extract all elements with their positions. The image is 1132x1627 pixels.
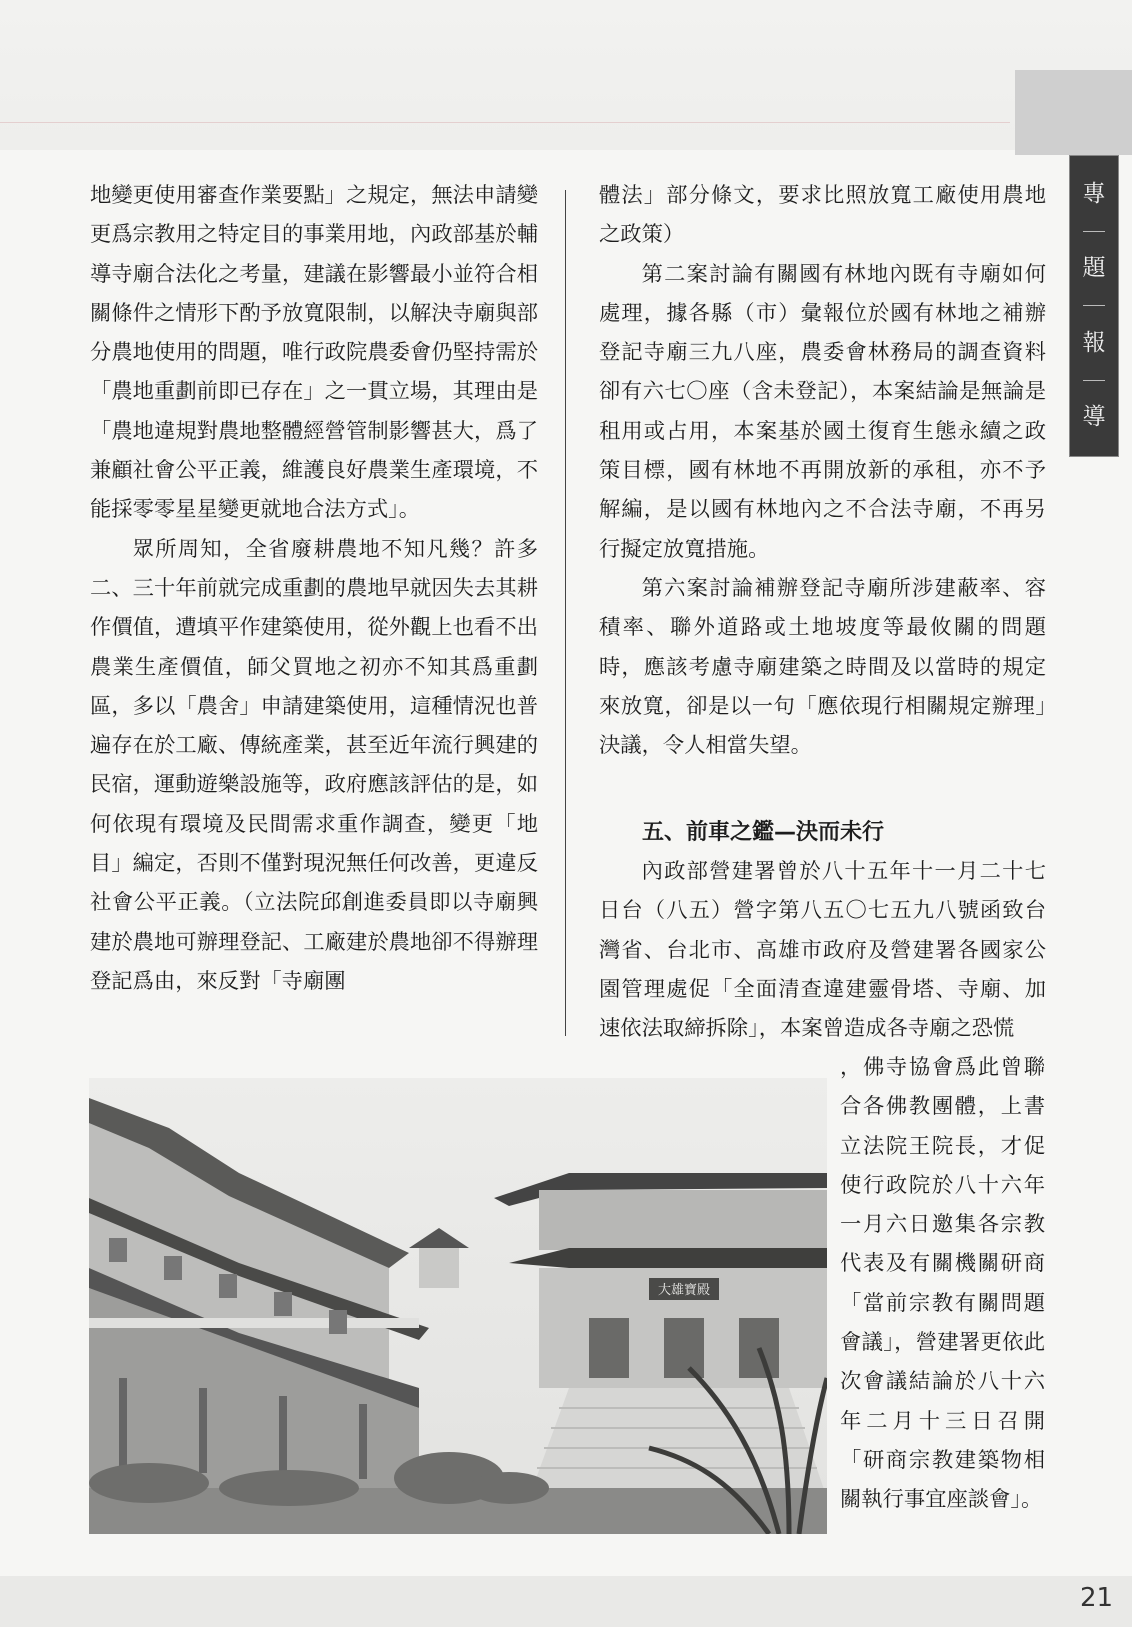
body-paragraph: 第二案討論有關國有林地內既有寺廟如何處理，據各縣（市）彙報位於國有林地之補辦登記寺廟三九八座，農委會林務局的調查資料卻有六七〇座（含未登記），本案結論是無論是租用或占用，本案基於國土復育生態永續之政策目標，國有林地不再開放新的承租，亦不予解編，是以國有林地內之不合法寺廟，不再另行擬定放寬措施。 bbox=[599, 261, 1046, 562]
body-paragraph: 地變更使用審查作業要點」之規定，無法申請變更爲宗教用之特定目的事業用地，內政部基於輔導寺廟合法化之考量，建議在影響最小並符合相關條件之情形下酌予放寬限制，以解決寺廟與部分農地使用的問題，唯行政院農委會仍堅持需於「農地重劃前即已存在」之一貫立場，其理由是「農地違規對農地整體經營管制影響甚大，爲了兼顧社會公平正義，維護良好農業生產環境，不能採零零星星變更就地合法方式」。 bbox=[90, 183, 538, 523]
temple-photo bbox=[89, 1078, 827, 1534]
page-header-band bbox=[0, 0, 1132, 150]
temple-illustration bbox=[89, 1078, 827, 1534]
column-divider bbox=[565, 190, 566, 1036]
section-tab-separator bbox=[1083, 305, 1105, 306]
body-paragraph: 體法」部分條文，要求比照放寬工廠使用農地之政策） bbox=[599, 183, 1046, 248]
wrapped-text bbox=[840, 1048, 1045, 1520]
left-column bbox=[90, 176, 538, 1001]
body-paragraph: 眾所周知，全省廢耕農地不知凡幾？許多二、三十年前就完成重劃的農地早就因失去其耕作價值，遭填平作建築使用，從外觀上也看不出農業生產價值，師父買地之初亦不知其爲重劃區，多以「農舍」申請建築使用，這種情況也普遍存在於工廠、傳統產業，甚至近年流行興建的民宿，運動遊樂設施等，政府應該評估的是，如何依現有環境及民間需求重作調查，變更「地目」編定，否則不僅對現況無任何改善，更違反社會公平正義。（立法院邱創進委員即以寺廟興建於農地可辦理登記、工廠建於農地卻不得辦理登記爲由，來反對「寺廟團 bbox=[90, 536, 538, 994]
section-tab bbox=[1069, 155, 1119, 457]
section-tab-char: 題 bbox=[1082, 255, 1106, 282]
hall-plaque: 大雄寶殿 bbox=[657, 1283, 711, 1298]
section-tab-separator bbox=[1083, 231, 1105, 232]
page-number: 21 bbox=[1080, 1583, 1114, 1613]
body-paragraph: 內政部營建署曾於八十五年十一月二十七日台（八五）營字第八五〇七五九八號函致台灣省、台北市、高雄市政府及營建署各國家公園管理處促「全面清查違建靈骨塔、寺廟、加速依法取締拆除」，本案曾造成各寺廟之恐慌 bbox=[599, 859, 1046, 1042]
section-tab-separator bbox=[1083, 380, 1105, 381]
body-paragraph: 第六案討論補辦登記寺廟所涉建蔽率、容積率、聯外道路或土地坡度等最攸關的問題時，應該考慮寺廟建築之時間及以當時的規定來放寬，卻是以一句「應依現行相關規定辦理」決議，令人相當失望。 bbox=[599, 575, 1046, 759]
section-tab-char: 導 bbox=[1082, 404, 1106, 431]
section-body bbox=[599, 852, 1046, 1048]
right-column bbox=[599, 176, 1046, 765]
section-tab-char: 專 bbox=[1082, 180, 1106, 207]
page-footer-band bbox=[0, 1576, 1132, 1627]
section-heading: 五、前車之鑑—決而未行 bbox=[642, 820, 885, 845]
section-tab-char: 報 bbox=[1082, 329, 1106, 356]
body-paragraph: ，佛寺協會爲此曾聯合各佛教團體，上書立法院王院長，才促使行政院於八十六年一月六日邀集各宗教代表及有關機關研商「當前宗教有關問題會議」，營建署更依此次會議結論於八十六年二月十三日召開「研商宗教建築物相關執行事宜座談會」。 bbox=[840, 1055, 1045, 1513]
header-rule bbox=[0, 122, 1010, 123]
corner-block bbox=[1015, 70, 1132, 155]
